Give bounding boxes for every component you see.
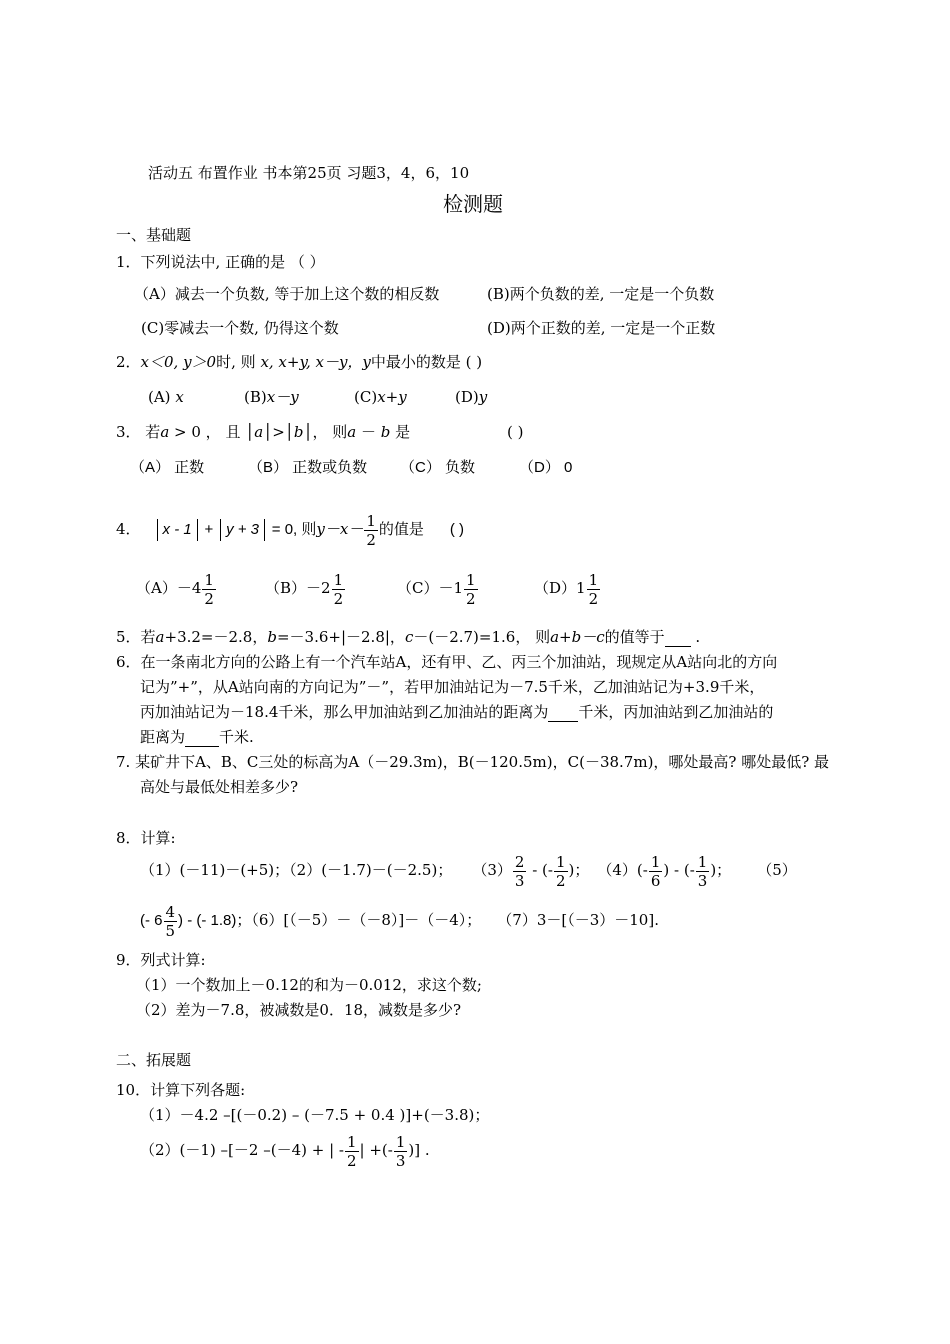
q2-stem	[116, 352, 482, 372]
q8-part-1-2: （1）(－11)－(+5)；（2）(－1.7)－(－2.5)；	[140, 861, 453, 879]
q8-p4-d1: 6	[650, 871, 661, 890]
q4-a-num: 1	[204, 570, 214, 589]
homework-line: 活动五 布置作业 书本第25页 习题3，4，6，10	[148, 164, 470, 182]
q4-abs-x: x - 1	[157, 519, 198, 541]
q7-line-1: 7. 某矿井下A、B、C三处的标高为A（－29.3m)，B(－120.5m)，C(－38.7m)，哪处最高? 哪处最低? 最	[116, 753, 830, 771]
q2-option-c	[354, 387, 407, 407]
q6-line-2: 记为”+”，从A站向南的方向记为”－”，若甲加油站记为－7.5千米，乙加油站记为+3.9千米，	[140, 678, 765, 696]
q10-line-2a: （2）(－1) –[－2 –(－4) + | -	[140, 1141, 344, 1159]
q3-text-3: │>│	[263, 423, 294, 441]
q2-a-value: x	[175, 388, 184, 406]
q4-c-fraction	[464, 571, 478, 608]
q5-var-b: b	[267, 628, 277, 646]
q5-var-c: c	[404, 628, 414, 646]
q2-text: 时, 则	[216, 353, 256, 371]
q4-number: 4．	[116, 520, 141, 538]
q2-b-label: (B)	[244, 388, 267, 406]
q10-line-2b: | +(-	[359, 1141, 393, 1159]
q3-stem	[116, 422, 410, 442]
q2-b-value: x－y	[266, 388, 299, 406]
q10-line-1: （1）－4.2 –[(－0.2) – (－7.5 + 0.4 )]+(－3.8)；	[140, 1106, 490, 1124]
q4-plus: +	[204, 521, 214, 538]
q5-text-6: .	[690, 628, 701, 646]
q3-option-c: （C） 负数	[400, 459, 476, 476]
q8-part-5-mid: ) - (- 1.8)；	[178, 912, 252, 929]
q8-part-3-mid: - (-	[532, 861, 553, 879]
q8-part-5-label: （5）	[757, 861, 797, 879]
q4-d-num: 1	[588, 570, 599, 589]
q4-half-den: 2	[366, 530, 376, 549]
q8-p3-d1: 3	[514, 871, 525, 890]
q4-a-fraction	[202, 571, 216, 608]
q2-variables: x, x+y, x－y，y	[260, 353, 371, 371]
q4-option-a	[136, 568, 217, 608]
q8-part-4-label: （4）(-	[597, 861, 648, 879]
q7-line-2: 高处与最低处相差多少?	[140, 778, 299, 796]
q4-stem	[116, 509, 464, 550]
q3-var-a: a	[160, 423, 170, 441]
q3-option-d: （D） 0	[519, 459, 573, 476]
q5-text-1: 5．若	[116, 628, 156, 646]
section-basic-heading: 一、基础题	[116, 226, 192, 244]
q4-half-fraction	[364, 512, 378, 549]
q8-stem: 8．计算:	[116, 829, 176, 847]
q6-line-4	[140, 727, 254, 747]
q3-text-5: －	[356, 423, 381, 441]
q2-option-a	[148, 387, 184, 407]
q10-frac-2	[394, 1133, 408, 1170]
q3-text-2: > 0 ， 且 │	[169, 423, 255, 441]
q10-n1: 1	[346, 1132, 357, 1151]
q8-p5-num: 4	[165, 902, 176, 921]
q9-line-2: （2）差为－7.8，被减数是0．18，减数是多少?	[136, 1001, 462, 1019]
q5-text-3: =－3.6+|－2.8|，	[276, 628, 405, 646]
q10-line-2c: )] .	[408, 1141, 430, 1159]
q5-text-4: －(－2.7)=1.6， 则	[413, 628, 551, 646]
q6-line-4a: 距离为	[140, 728, 186, 746]
q4-option-d	[534, 568, 601, 608]
q2-number: 2．	[116, 353, 141, 371]
q8-part-3-label: （3）	[472, 861, 512, 879]
q4-abs-y: y + 3	[220, 519, 265, 541]
q6-blank-2[interactable]	[185, 730, 219, 747]
q5-var-a: a	[155, 628, 165, 646]
q8-part-4-mid: ) - (-	[663, 861, 695, 879]
q6-line-3a: 丙加油站记为－18.4千米，那么甲加油站到乙加油站的距离为	[140, 703, 549, 721]
q8-part-3-frac1	[513, 853, 527, 890]
q2-d-label: (D)	[455, 388, 479, 406]
q4-c-num: 1	[466, 570, 476, 589]
q9-stem: 9．列式计算:	[116, 951, 206, 969]
q8-p3-n1: 2	[514, 852, 525, 871]
q4-a-den: 2	[204, 589, 214, 608]
q5-text-5: 的值等于	[604, 628, 665, 646]
q3-answer-paren: ( )	[507, 423, 524, 441]
q2-d-value: y	[478, 388, 488, 406]
q5-answer-blank[interactable]	[665, 630, 691, 647]
q8-p4-n2: 1	[697, 852, 708, 871]
page-title: 检测题	[443, 192, 503, 216]
q4-option-b	[265, 568, 346, 608]
q4-tail: 的值是	[378, 520, 424, 538]
q4-b-num: 1	[333, 570, 344, 589]
q8-line-1	[140, 850, 797, 890]
q8-part-7: （7）3－[（－3）－10].	[497, 911, 659, 929]
q2-a-label: (A)	[148, 388, 176, 406]
q10-n2: 1	[395, 1132, 406, 1151]
q3-option-b: （B） 正数或负数	[248, 459, 368, 476]
q6-line-4b: 千米.	[219, 728, 254, 746]
q9-line-1: （1）一个数加上－0.12的和为－0.012，求这个数;	[136, 976, 482, 994]
q4-a-label: （A）－4	[136, 579, 202, 597]
q8-part-5-frac	[164, 903, 178, 940]
q2-c-value: x+y	[377, 388, 407, 406]
q6-line-1: 6．在一条南北方向的公路上有一个汽车站A，还有甲、乙、丙三个加油站，现规定从A站向北的方向	[116, 653, 778, 671]
q4-b-label: （B）－2	[265, 579, 331, 597]
q8-p4-d2: 3	[697, 871, 708, 890]
q2-option-b	[244, 387, 299, 407]
q4-option-c	[397, 568, 479, 608]
q3-text-1: 3． 若	[116, 423, 161, 441]
q4-c-den: 2	[466, 589, 476, 608]
q4-answer-paren: ( )	[449, 521, 465, 538]
q3-option-a: （A） 正数	[130, 459, 205, 476]
q6-line-3b: 千米，丙加油站到乙加油站的	[578, 703, 774, 721]
q8-part-4-frac2	[696, 853, 710, 890]
q1-option-b: (B)两个负数的差, 一定是一个负数	[487, 285, 715, 303]
q1-stem: 1．下列说法中, 正确的是 （ ）	[116, 253, 325, 271]
q5-text-2: +3.2=－2.8，	[164, 628, 268, 646]
q4-d-den: 2	[588, 589, 599, 608]
q8-part-3-frac2	[554, 853, 568, 890]
q10-d1: 2	[346, 1151, 357, 1170]
q8-p3-n2: 1	[555, 852, 566, 871]
q4-c-label: （C）－1	[397, 579, 464, 597]
q3-text-4: │， 则	[303, 423, 348, 441]
q8-part-3-end: )；	[568, 861, 590, 879]
q4-d-label: （D）1	[534, 579, 586, 597]
q4-equals: = 0, 则	[271, 521, 317, 538]
q8-p4-n1: 1	[650, 852, 661, 871]
q6-blank-1[interactable]	[548, 705, 578, 722]
q4-b-fraction	[332, 571, 346, 608]
q4-expression: y－x－	[316, 520, 364, 538]
q4-half-num: 1	[366, 511, 376, 530]
q8-part-6: （6）[（－5）－（－8）]－（－4）；	[251, 911, 482, 929]
q10-d2: 3	[395, 1151, 406, 1170]
q4-b-den: 2	[333, 589, 344, 608]
q8-part-5-start: (- 6	[140, 912, 163, 929]
q3-var-a3: a	[347, 423, 357, 441]
q2-option-d	[455, 387, 487, 407]
q1-option-c: (C)零减去一个数, 仍得这个数	[141, 319, 339, 337]
q1-option-d: (D)两个正数的差, 一定是一个正数	[487, 319, 716, 337]
q3-var-a2: a	[254, 423, 264, 441]
q3-text-6: 是	[390, 423, 411, 441]
q3-var-b: b	[293, 423, 304, 441]
q8-line-2	[140, 900, 659, 941]
q10-stem: 10．计算下列各题:	[116, 1081, 246, 1099]
q5-stem	[116, 627, 700, 647]
q3-var-b2: b	[380, 423, 391, 441]
q10-line-2	[140, 1130, 430, 1170]
section-extension-heading: 二、拓展题	[116, 1051, 192, 1069]
q5-expression: a+b－c	[550, 628, 605, 646]
q4-d-fraction	[587, 571, 601, 608]
q2-tail: 中最小的数是 ( )	[370, 353, 483, 371]
q8-p3-d2: 2	[555, 871, 566, 890]
q8-part-4-end: )；	[710, 861, 732, 879]
q10-frac-1	[345, 1133, 359, 1170]
q2-c-label: (C)	[354, 388, 378, 406]
q6-line-3	[140, 702, 773, 722]
q8-p5-den: 5	[165, 921, 176, 940]
q2-condition: x＜0, y＞0	[140, 353, 217, 371]
q8-part-4-frac1	[649, 853, 663, 890]
q1-option-a: （A）减去一个负数, 等于加上这个数的相反数	[134, 285, 440, 303]
